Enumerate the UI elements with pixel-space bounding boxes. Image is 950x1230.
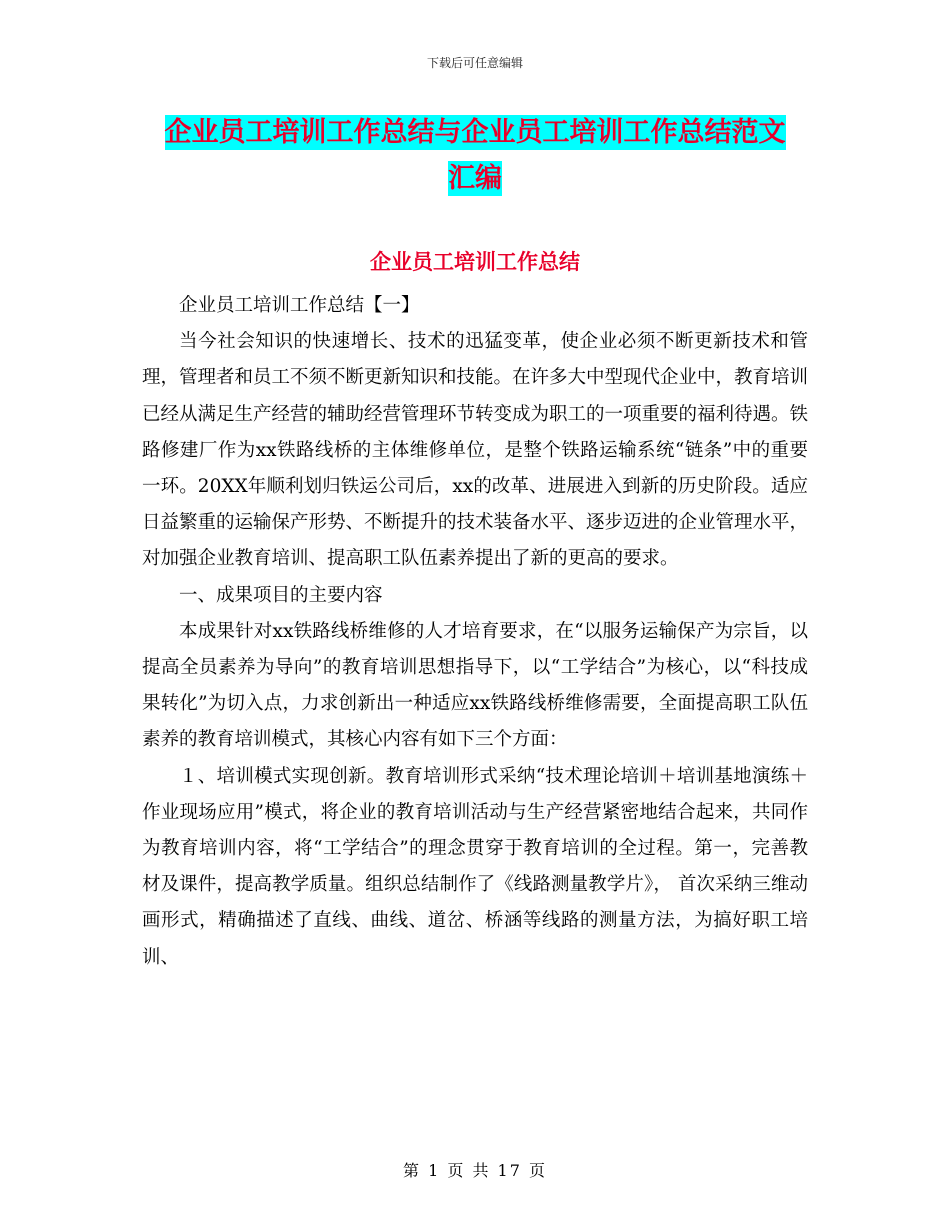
paragraph: 当今社会知识的快速增长、技术的迅猛变革，使企业必须不断更新技术和管理，管理者和员工不须不断更新知识和技能。在许多大中型现代企业中，教育培训已经从满足生产经营的辅助经营管理环节转变成为职工的一项重要的福利待遇。铁路修建厂作为xx铁路线桥的主体维修单位，是整个铁路运输系统“链条”中的重要一环。20XX年顺利划归铁运公司后，xx的改革、进展进入到新的历史阶段。适应日益繁重的运输保产形势、不断提升的技术装备水平、逐步迈进的企业管理水平，对加强企业教育培训、提高职工队伍素养提出了新的更高的要求。 <box>142 331 809 570</box>
footer-prefix: 第 <box>402 1161 421 1180</box>
document-title <box>140 110 810 202</box>
document-title-line1: 企业员工培训工作总结与企业员工培训工作总结范文 <box>164 117 786 148</box>
paragraph: 本成果针对xx铁路线桥维修的人才培育要求，在“以服务运输保产为宗旨，以提高全员素养为导向”的教育培训思想指导下，以“工学结合”为核心，以“科技成果转化”为切入点，力求创新出一种适应xx铁路线桥维修需要，全面提高职工队伍素养的教育培训模式，其核心内容有如下三个方面： <box>142 620 808 751</box>
section-title: 企业员工培训工作总结 <box>370 250 580 274</box>
document-title-line2: 汇编 <box>448 163 502 194</box>
page-footer <box>0 1158 950 1181</box>
document-body <box>142 288 808 976</box>
header-note: 下载后可任意编辑 <box>426 56 523 70</box>
paragraph-subtitle: 企业员工培训工作总结【一】 <box>179 295 420 316</box>
paragraph: １、培训模式实现创新。教育培训形式采纳“技术理论培训＋培训基地演练＋作业现场应用”模式，将企业的教育培训活动与生产经营紧密地结合起来，共同作为教育培训内容，将“工学结合”的理念贯穿于教育培训的全过程。第一，完善教材及课件，提高教学质量。组织总结制作了《线路测量教学片》， 首次采纳三维动画形式，精确描述了直线、曲线、道岔、桥涵等线路的测量方法，为搞好职工培训、 <box>142 765 808 968</box>
footer-suffix: 页 <box>529 1161 548 1180</box>
footer-total-pages: 17 <box>497 1161 522 1180</box>
paragraph-heading: 一、成果项目的主要内容 <box>179 584 383 606</box>
footer-current-page: 1 <box>428 1161 441 1180</box>
footer-middle: 页 共 <box>447 1161 491 1180</box>
